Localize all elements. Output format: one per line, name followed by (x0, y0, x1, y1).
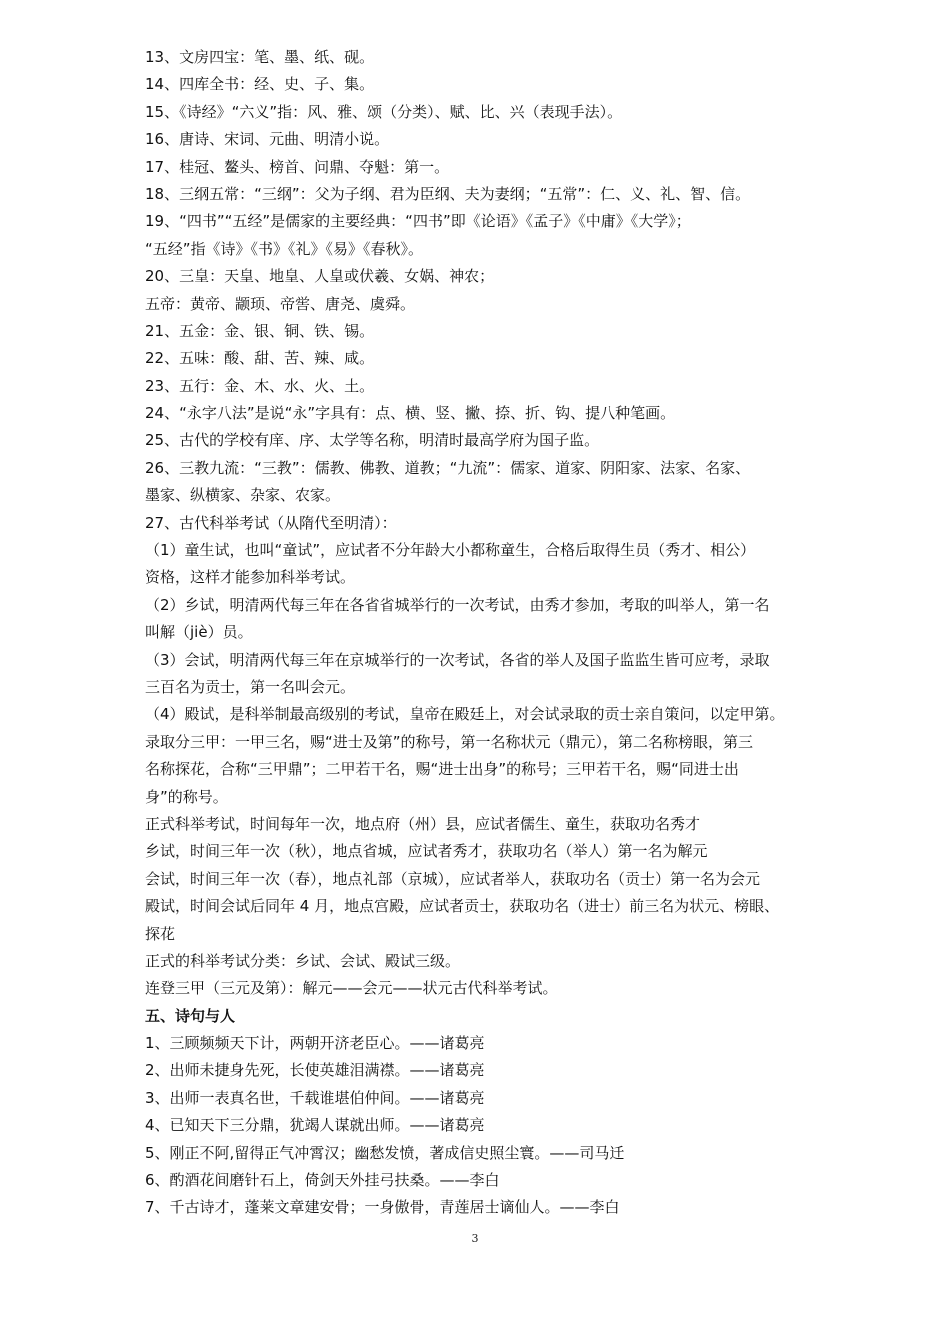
text-line-27: 27、古代科举考试（从隋代至明清）： (145, 513, 397, 532)
text-line-20: 20、三皇：天皇、地皇、人皇或伏羲、女娲、神农； (145, 267, 495, 286)
poem-line-1: 1、三顾频频天下计，两朝开济老臣心。——诸葛亮 (145, 1034, 485, 1053)
text-line-exam-metropolitan: 会试，时间三年一次（春），地点礼部（京城），应试者举人，获取功名（贡士）第一名为会元 (145, 869, 761, 888)
text-line-26-cont: 墨家、纵横家、杂家、农家。 (145, 486, 341, 505)
text-line-23: 23、五行：金、木、水、火、土。 (145, 376, 375, 395)
document-body (145, 44, 817, 1222)
text-line-19-cont: “五经”指《诗》《书》《礼》《易》《春秋》。 (145, 239, 424, 258)
text-line-three-firsts: 连登三甲（三元及第）：解元——会元——状元古代科举考试。 (145, 979, 558, 998)
text-line-27-2: （2）乡试，明清两代每三年在各省省城举行的一次考试，由秀才参加，考取的叫举人，第一名 (145, 595, 770, 614)
text-line-exam-levels: 正式的科举考试分类：乡试、会试、殿试三级。 (145, 951, 461, 970)
text-line-24: 24、“永字八法”是说“永”字具有：点、横、竖、撇、捺、折、钩、提八种笔画。 (145, 404, 676, 423)
text-line-27-1: （1）童生试，也叫“童试”，应试者不分年龄大小都称童生，合格后取得生员（秀才、相公） (145, 541, 756, 560)
section-heading-poems: 五、诗句与人 (145, 1006, 236, 1025)
poem-line-7: 7、千古诗才，蓬莱文章建安骨；一身傲骨，青莲居士谪仙人。——李白 (145, 1198, 620, 1217)
text-line-27-3-cont: 三百名为贡士，第一名叫会元。 (145, 677, 356, 696)
poem-line-6: 6、酌酒花间磨针石上，倚剑天外挂弓扶桑。——李白 (145, 1171, 500, 1190)
text-line-exam-palace: 殿试，时间会试后同年 4 月，地点宫殿，应试者贡士，获取功名（进士）前三名为状元、榜眼、 (145, 897, 780, 916)
text-line-27-1-cont: 资格，这样才能参加科举考试。 (145, 568, 356, 587)
poem-line-4: 4、已知天下三分鼎，犹竭人谋就出师。——诸葛亮 (145, 1116, 485, 1135)
text-line-27-2-cont: 叫解（jiè）员。 (145, 623, 253, 642)
text-line-27-3: （3）会试，明清两代每三年在京城举行的一次考试，各省的举人及国子监监生皆可应考，录取 (145, 650, 770, 669)
text-line-27-4-cont-a: 录取分三甲：一甲三名，赐“进士及第”的称号，第一名称状元（鼎元），第二名称榜眼，第三 (145, 732, 754, 751)
poem-line-5: 5、刚正不阿,留得正气冲霄汉；幽愁发愤，著成信史照尘寰。——司马迁 (145, 1143, 625, 1162)
page-number: 3 (471, 1232, 479, 1245)
text-line-exam-palace-cont: 探花 (145, 924, 176, 943)
text-line-25: 25、古代的学校有庠、序、太学等名称，明清时最高学府为国子监。 (145, 431, 600, 450)
text-line-15: 15、《诗经》“六义”指：风、雅、颂（分类）、赋、比、兴（表现手法）。 (145, 102, 623, 121)
text-line-21: 21、五金：金、银、铜、铁、锡。 (145, 321, 375, 340)
text-line-16: 16、唐诗、宋词、元曲、明清小说。 (145, 130, 390, 149)
text-line-20-cont: 五帝：黄帝、颛顼、帝喾、唐尧、虞舜。 (145, 294, 416, 313)
poem-line-2: 2、出师未捷身先死，长使英雄泪满襟。——诸葛亮 (145, 1061, 485, 1080)
text-line-14: 14、四库全书：经、史、子、集。 (145, 75, 375, 94)
text-line-exam-prefecture: 正式科举考试，时间每年一次，地点府（州）县，应试者儒生、童生，获取功名秀才 (145, 814, 701, 833)
poem-line-3: 3、出师一表真名世，千载谁堪伯仲间。——诸葛亮 (145, 1088, 485, 1107)
text-line-18: 18、三纲五常：“三纲”：父为子纲、君为臣纲、夫为妻纲；“五常”：仁、义、礼、智、信。 (145, 184, 751, 203)
text-line-exam-provincial: 乡试，时间三年一次（秋），地点省城，应试者秀才，获取功名（举人）第一名为解元 (145, 842, 708, 861)
text-line-27-4-cont-b: 名称探花，合称“三甲鼎”；二甲若干名，赐“进士出身”的称号；三甲若干名，赐“同进士出 (145, 760, 739, 779)
text-line-17: 17、桂冠、鳌头、榜首、问鼎、夺魁：第一。 (145, 157, 450, 176)
text-line-22: 22、五味：酸、甜、苦、辣、咸。 (145, 349, 375, 368)
text-line-26: 26、三教九流：“三教”：儒教、佛教、道教；“九流”：儒家、道家、阴阳家、法家、名家、 (145, 458, 751, 477)
text-line-19: 19、“四书”“五经”是儒家的主要经典：“四书”即《论语》《孟子》《中庸》《大学》； (145, 212, 691, 231)
text-line-13: 13、文房四宝：笔、墨、纸、砚。 (145, 48, 375, 66)
text-line-27-4: （4）殿试，是科举制最高级别的考试，皇帝在殿廷上，对会试录取的贡士亲自策问，以定甲第。 (145, 705, 785, 724)
text-line-27-4-cont-c: 身”的称号。 (145, 787, 228, 806)
